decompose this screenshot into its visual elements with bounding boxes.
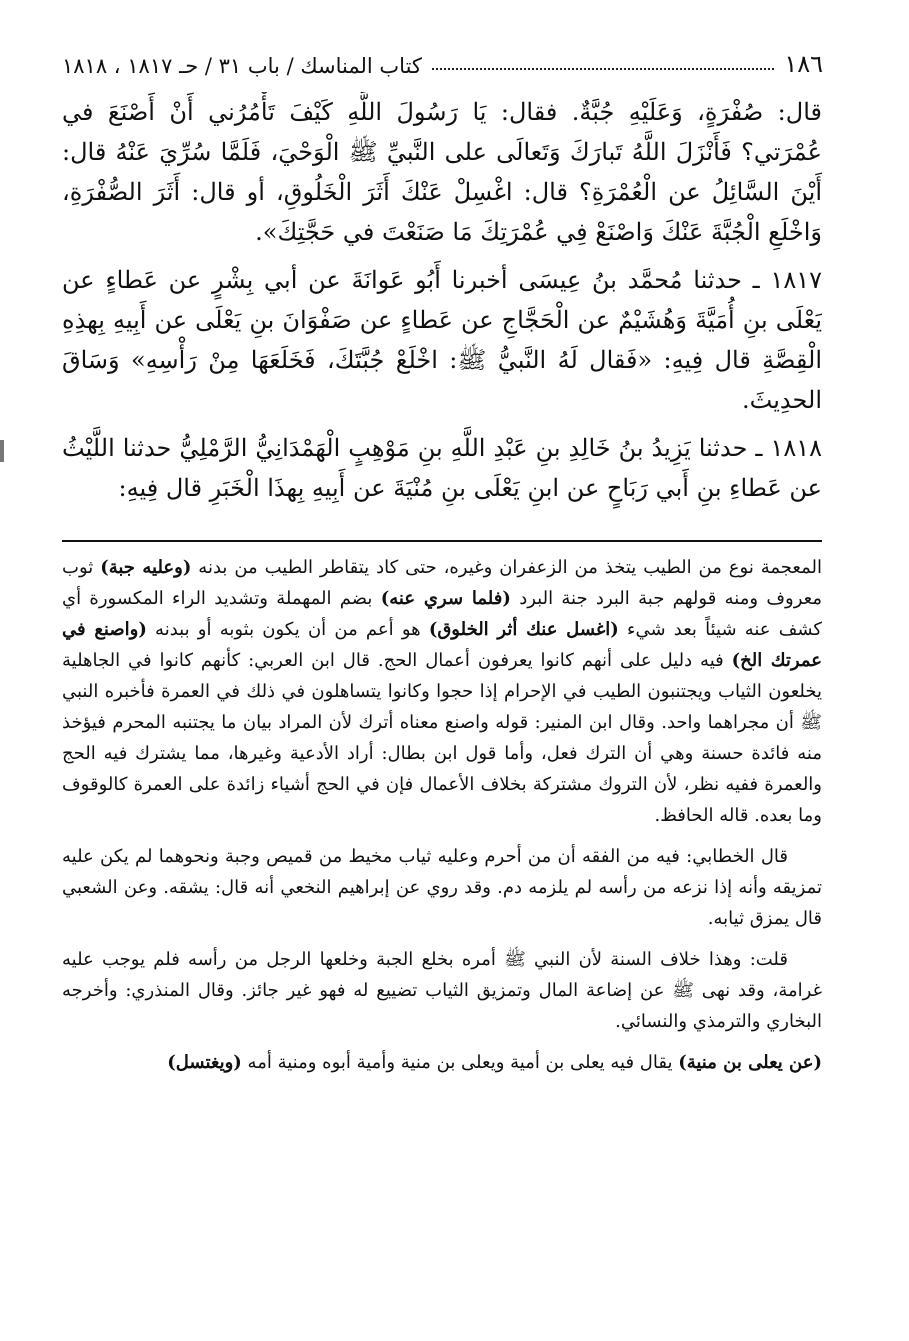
commentary-heading: (ويغتسل) [167, 1052, 242, 1073]
commentary-section [62, 552, 822, 1252]
commentary-paragraph: قال الخطابي: فيه من الفقه أن من أحرم وعليه ثياب مخيط من قميص وجبة ونحوهما لم يكن عليه تمزيقه وأنه إذا نزعه من رأسه لم يلزمه دم. وقد روي عن إبراهيم النخعي أنه قال: يشقه. وعن الشعبي قال يمزق ثيابه. [62, 846, 822, 929]
commentary-text: ثوب معروف ومنه قولهم جبة البرد جنة البرد [62, 557, 822, 609]
commentary-heading: (اغسل عنك أثر الخلوق) [428, 619, 619, 640]
commentary-heading: (وعليه جبة) [100, 557, 192, 578]
hadith-paragraph: ١٨١٨ ـ حدثنا يَزِيدُ بنُ خَالِدِ بنِ عَبْدِ اللَّهِ بنِ مَوْهِبٍ الْهَمْدَانِيُّ الرَّمْلِيُّ حدثنا اللَّيْثُ عن عَطاءِ بنِ أَبي رَبَاحٍ عن ابنِ يَعْلَى بنِ مُنْيَةَ عن أَبِيهِ بِهذَا الْخَبَرِ قال فِيهِ: [62, 434, 822, 502]
commentary-text: فيه دليل على أنهم كانوا يعرفون أعمال الحج. قال ابن العربي: كأنهم كانوا في الجاهلية يخلعون الثياب ويجتنبون الطيب في الإحرام إذا حجوا وكانوا يتساهلون في ذلك في العمرة فأخبره النبي ﷺ أن مجراهما واحد. وقال ابن المنير: قوله واصنع معناه أترك لأن المراد بيان ما يجتنبه المحرم فيؤخذ منه فائدة حسنة وهي أن الترك فعل، وأما قول ابن بطال: أراد الأدعية وغيرها، مما يشترك فيه الحج والعمرة ففيه نظر، لأن التروك مشتركة بخلاف الأعمال فإن في الحج أشياء زائدة على العمرة كالوقوف وما بعده. قاله الحافظ. [62, 650, 822, 826]
commentary-heading: (عن يعلى بن منية) [678, 1052, 822, 1073]
hadith-paragraph: ١٨١٧ ـ حدثنا مُحمَّد بنُ عِيسَى أخبرنا أَبُو عَوانَةَ عن أبي بِشْرٍ عن عَطاءٍ عن يَعْلَى بنِ أُمَيَّةَ وَهُشَيْمٌ عن الْحَجَّاجِ عن عَطاءٍ عن صَفْوَانَ بنِ يَعْلَى عن أَبِيهِ بِهذِهِ الْقِصَّةِ قال فِيهِ: «فَقال لَهُ النَّبيُّ ﷺ: اخْلَعْ جُبَّتَكَ، فَخَلَعَهَا مِنْ رَأْسِهِ» وَسَاقَ الحدِيثَ. [62, 266, 822, 414]
commentary-paragraph: قلت: وهذا خلاف السنة لأن النبي ﷺ أمره بخلع الجبة وخلعها الرجل من رأسه فلم يوجب عليه غرامة، وقد نهى ﷺ عن إضاعة المال وتمزيق الثياب تضييع له فهو غير جائز. وقال المنذري: وأخرجه البخاري والترمذي والنسائي. [62, 949, 822, 1032]
commentary-paragraph [62, 1047, 822, 1078]
commentary-text: هو أعم من أن يكون بثوبه أو ببدنه [146, 619, 429, 640]
commentary-heading: (واصنع في عمرتك الخ) [62, 619, 822, 671]
scan-edge-mark [0, 440, 4, 462]
footnote-divider [62, 540, 822, 542]
commentary-paragraph [62, 552, 822, 831]
running-title: كتاب المناسك / باب ٣١ / حـ ١٨١٧ ، ١٨١٨ [62, 54, 422, 78]
commentary-text: بضم المهملة وتشديد الراء المكسورة أي كشف عنه شيئاً بعد شيء [62, 588, 822, 640]
commentary-heading: (فلما سري عنه) [380, 588, 511, 609]
commentary-text: يقال فيه يعلى بن أمية ويعلى بن منية وأمية أبوه ومنية أمه [241, 1052, 679, 1073]
page-number: ١٨٦ [784, 50, 823, 78]
page-header [62, 38, 823, 78]
commentary-text: المعجمة نوع من الطيب يتخذ من الزعفران وغيره، حتى كاد يتقاطر الطيب من بدنه [191, 557, 822, 578]
hadith-paragraph: قال: صُفْرَةٍ، وَعَلَيْهِ جُبَّةٌ. فقال: يَا رَسُولَ اللَّهِ كَيْفَ تَأْمُرُني أَنْ أَصْنَعَ في عُمْرَتي؟ فَأَنْزَلَ اللَّهُ تَبارَكَ وَتَعالَى على النَّبيِّ ﷺ الْوَحْيَ، فَلَمَّا سُرِّيَ عَنْهُ قال: أَيْنَ السَّائِلُ عن الْعُمْرَةِ؟ قال: اغْسِلْ عَنْكَ أَثَرَ الْخَلُوقِ، أو قال: أَثَرَ الصُّفْرَةِ، وَاخْلَعِ الْجُبَّةَ عَنْكَ وَاصْنَعْ فِي عُمْرَتِكَ مَا صَنَعْتَ في حَجَّتِكَ». [62, 98, 822, 246]
header-dotted-leader [432, 67, 774, 70]
hadith-text [62, 92, 822, 532]
